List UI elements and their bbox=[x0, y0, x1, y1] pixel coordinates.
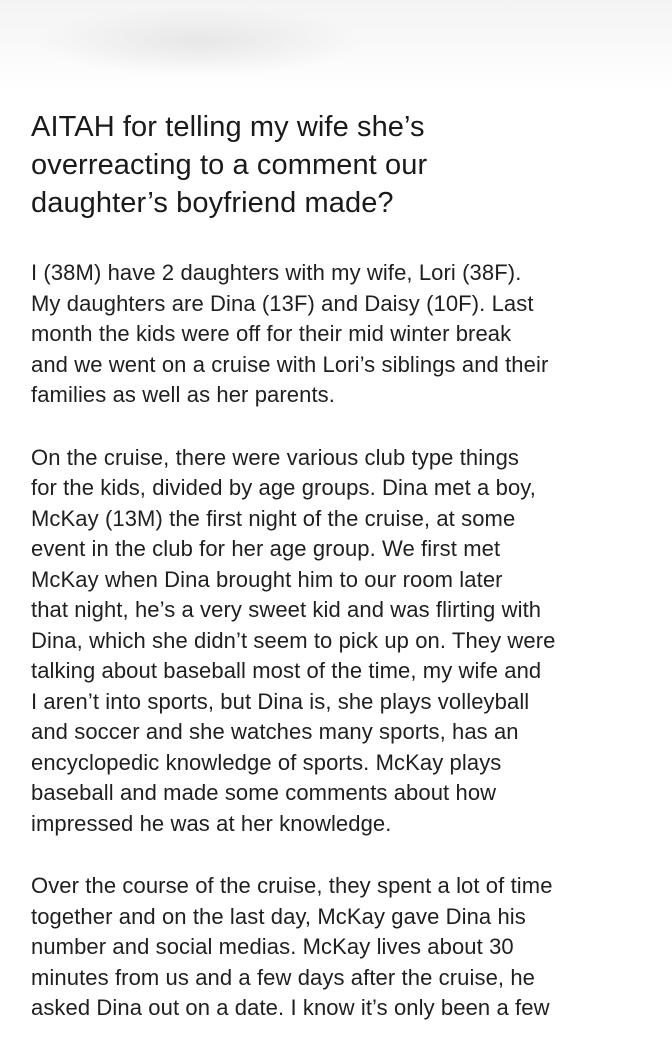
post-paragraph-3: Over the course of the cruise, they spent a lot of time together and on the last day, McKay gave Dina his number and social medias. McKay lives about 30 minutes from us and a few days after the cruise, he asked Dina out on a date. I know it’s only been a few bbox=[31, 873, 553, 1020]
top-smudge bbox=[34, 6, 364, 76]
post-paragraph-2: On the cruise, there were various club type things for the kids, divided by age groups. Dina met a boy, McKay (13M) the first night of the cruise, at some event in the club for her age group. We first met McKay when Dina brought him to our room later that night, he’s a very sweet kid and was flirting with Dina, which she didn’t seem to pick up on. They were talking about baseball most of the time, my wife and I aren’t into sports, but Dina is, she plays volleyball and soccer and she watches many sports, has an encyclopedic knowledge of sports. McKay plays baseball and made some comments about how impressed he was at her knowledge. bbox=[31, 444, 556, 836]
post-body bbox=[31, 258, 643, 1056]
post-title: AITAH for telling my wife she’s overreacting to a comment our daughter’s boyfriend made? bbox=[31, 111, 428, 219]
post-paragraph-1: I (38M) have 2 daughters with my wife, Lori (38F). My daughters are Dina (13F) and Daisy (10F). Last month the kids were off for their mid winter break and we went on a cruise with Lori’s siblings and their families as well as her parents. bbox=[31, 260, 549, 407]
